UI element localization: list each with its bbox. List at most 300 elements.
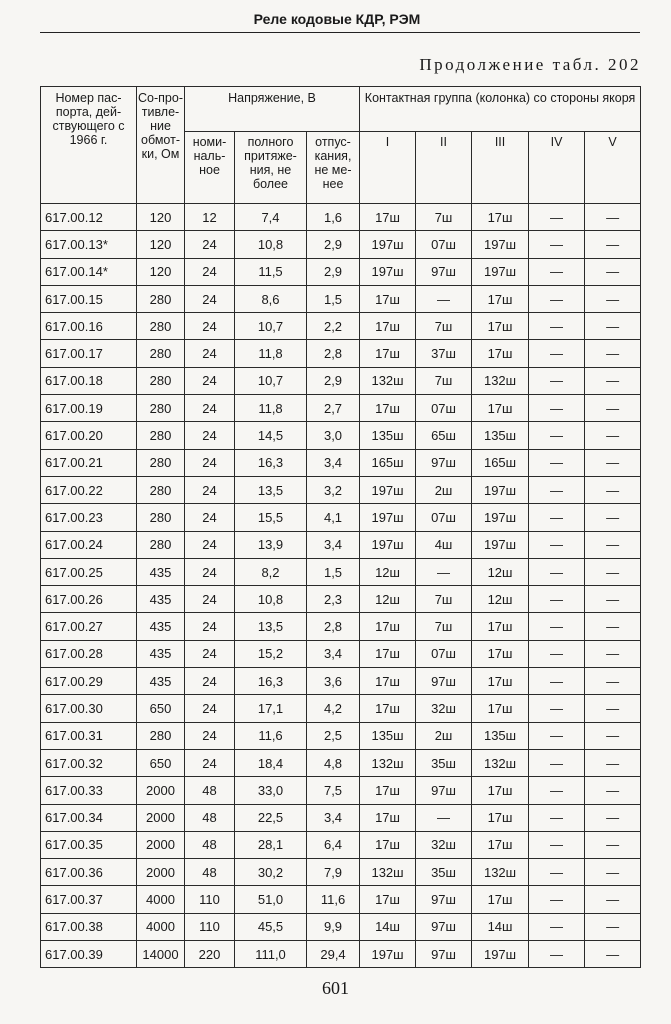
cell-voltage-nominal: 24 bbox=[185, 531, 235, 558]
cell-contact-IV: — bbox=[529, 531, 585, 558]
cell-contact-IV: — bbox=[529, 476, 585, 503]
cell-passport: 617.00.12 bbox=[41, 204, 137, 231]
cell-passport: 617.00.31 bbox=[41, 722, 137, 749]
cell-resistance: 120 bbox=[137, 258, 185, 285]
cell-passport: 617.00.24 bbox=[41, 531, 137, 558]
cell-voltage-full: 17,1 bbox=[235, 695, 307, 722]
cell-contact-I: 17ш bbox=[360, 695, 416, 722]
cell-contact-I: 132ш bbox=[360, 749, 416, 776]
cell-contact-II: 32ш bbox=[416, 831, 472, 858]
cell-voltage-release: 4,2 bbox=[307, 695, 360, 722]
cell-contact-V: — bbox=[585, 313, 641, 340]
cell-voltage-full: 10,8 bbox=[235, 231, 307, 258]
table-row bbox=[41, 340, 641, 367]
cell-contact-V: — bbox=[585, 531, 641, 558]
cell-contact-III: 17ш bbox=[472, 340, 529, 367]
cell-contact-V: — bbox=[585, 258, 641, 285]
cell-passport: 617.00.13* bbox=[41, 231, 137, 258]
cell-contact-II: 35ш bbox=[416, 749, 472, 776]
cell-contact-IV: — bbox=[529, 722, 585, 749]
table-row bbox=[41, 613, 641, 640]
cell-voltage-full: 13,5 bbox=[235, 613, 307, 640]
cell-passport: 617.00.30 bbox=[41, 695, 137, 722]
cell-passport: 617.00.29 bbox=[41, 668, 137, 695]
cell-contact-I: 17ш bbox=[360, 777, 416, 804]
cell-contact-II: 97ш bbox=[416, 449, 472, 476]
cell-voltage-nominal: 48 bbox=[185, 831, 235, 858]
table-row bbox=[41, 668, 641, 695]
cell-resistance: 435 bbox=[137, 640, 185, 667]
cell-voltage-full: 11,6 bbox=[235, 722, 307, 749]
cell-contact-V: — bbox=[585, 640, 641, 667]
table-row bbox=[41, 913, 641, 940]
cell-contact-IV: — bbox=[529, 913, 585, 940]
table-row bbox=[41, 804, 641, 831]
cell-contact-II: 37ш bbox=[416, 340, 472, 367]
cell-contact-IV: — bbox=[529, 777, 585, 804]
cell-resistance: 2000 bbox=[137, 831, 185, 858]
cell-contact-IV: — bbox=[529, 886, 585, 913]
cell-contact-III: 165ш bbox=[472, 449, 529, 476]
cell-resistance: 280 bbox=[137, 422, 185, 449]
cell-contact-II: 97ш bbox=[416, 913, 472, 940]
cell-contact-V: — bbox=[585, 422, 641, 449]
cell-passport: 617.00.21 bbox=[41, 449, 137, 476]
cell-contact-II: — bbox=[416, 285, 472, 312]
cell-resistance: 2000 bbox=[137, 777, 185, 804]
cell-contact-III: 14ш bbox=[472, 913, 529, 940]
cell-contact-V: — bbox=[585, 859, 641, 886]
cell-voltage-full: 13,5 bbox=[235, 476, 307, 503]
cell-voltage-release: 3,4 bbox=[307, 640, 360, 667]
cell-contact-V: — bbox=[585, 449, 641, 476]
table-row bbox=[41, 204, 641, 231]
table-continuation-caption: Продолжение табл. 202 bbox=[419, 55, 641, 74]
cell-contact-I: 17ш bbox=[360, 285, 416, 312]
cell-contact-IV: — bbox=[529, 668, 585, 695]
cell-resistance: 4000 bbox=[137, 886, 185, 913]
cell-voltage-nominal: 110 bbox=[185, 886, 235, 913]
cell-contact-I: 12ш bbox=[360, 586, 416, 613]
table-row bbox=[41, 941, 641, 968]
table-row bbox=[41, 422, 641, 449]
cell-voltage-nominal: 220 bbox=[185, 941, 235, 968]
cell-contact-I: 17ш bbox=[360, 831, 416, 858]
cell-voltage-full: 10,7 bbox=[235, 367, 307, 394]
cell-contact-III: 197ш bbox=[472, 231, 529, 258]
cell-passport: 617.00.36 bbox=[41, 859, 137, 886]
cell-resistance: 435 bbox=[137, 668, 185, 695]
cell-voltage-release: 2,7 bbox=[307, 395, 360, 422]
cell-contact-V: — bbox=[585, 395, 641, 422]
cell-contact-III: 17ш bbox=[472, 613, 529, 640]
table-row bbox=[41, 476, 641, 503]
cell-voltage-nominal: 24 bbox=[185, 395, 235, 422]
cell-resistance: 4000 bbox=[137, 913, 185, 940]
cell-voltage-release: 1,5 bbox=[307, 285, 360, 312]
cell-contact-III: 132ш bbox=[472, 367, 529, 394]
cell-passport: 617.00.19 bbox=[41, 395, 137, 422]
table-row bbox=[41, 504, 641, 531]
cell-voltage-full: 16,3 bbox=[235, 449, 307, 476]
cell-contact-III: 17ш bbox=[472, 777, 529, 804]
cell-contact-IV: — bbox=[529, 367, 585, 394]
cell-passport: 617.00.18 bbox=[41, 367, 137, 394]
cell-contact-III: 17ш bbox=[472, 668, 529, 695]
cell-contact-V: — bbox=[585, 586, 641, 613]
cell-contact-V: — bbox=[585, 367, 641, 394]
cell-passport: 617.00.20 bbox=[41, 422, 137, 449]
cell-voltage-nominal: 48 bbox=[185, 777, 235, 804]
cell-voltage-nominal: 24 bbox=[185, 340, 235, 367]
cell-contact-III: 17ш bbox=[472, 285, 529, 312]
cell-contact-III: 17ш bbox=[472, 804, 529, 831]
cell-contact-I: 12ш bbox=[360, 558, 416, 585]
cell-voltage-nominal: 24 bbox=[185, 313, 235, 340]
cell-contact-II: 97ш bbox=[416, 777, 472, 804]
cell-contact-III: 135ш bbox=[472, 422, 529, 449]
cell-contact-I: 17ш bbox=[360, 313, 416, 340]
cell-contact-II: — bbox=[416, 558, 472, 585]
cell-voltage-nominal: 24 bbox=[185, 558, 235, 585]
table-row bbox=[41, 831, 641, 858]
cell-passport: 617.00.27 bbox=[41, 613, 137, 640]
cell-passport: 617.00.14* bbox=[41, 258, 137, 285]
relay-table bbox=[40, 86, 641, 968]
table-row bbox=[41, 859, 641, 886]
cell-contact-III: 132ш bbox=[472, 859, 529, 886]
cell-voltage-release: 29,4 bbox=[307, 941, 360, 968]
cell-passport: 617.00.17 bbox=[41, 340, 137, 367]
cell-contact-III: 197ш bbox=[472, 504, 529, 531]
header-contact-II: II bbox=[416, 132, 472, 204]
table-row bbox=[41, 886, 641, 913]
cell-passport: 617.00.33 bbox=[41, 777, 137, 804]
cell-contact-III: 132ш bbox=[472, 749, 529, 776]
table-row bbox=[41, 558, 641, 585]
cell-voltage-release: 3,4 bbox=[307, 804, 360, 831]
cell-voltage-full: 22,5 bbox=[235, 804, 307, 831]
cell-voltage-full: 15,5 bbox=[235, 504, 307, 531]
cell-contact-IV: — bbox=[529, 422, 585, 449]
cell-resistance: 280 bbox=[137, 476, 185, 503]
page-number: 601 bbox=[322, 978, 349, 998]
cell-contact-I: 132ш bbox=[360, 367, 416, 394]
cell-voltage-nominal: 12 bbox=[185, 204, 235, 231]
cell-contact-III: 17ш bbox=[472, 640, 529, 667]
cell-contact-I: 197ш bbox=[360, 531, 416, 558]
cell-passport: 617.00.26 bbox=[41, 586, 137, 613]
cell-contact-II: 7ш bbox=[416, 613, 472, 640]
cell-contact-I: 17ш bbox=[360, 640, 416, 667]
cell-resistance: 120 bbox=[137, 231, 185, 258]
cell-voltage-full: 15,2 bbox=[235, 640, 307, 667]
cell-contact-I: 197ш bbox=[360, 941, 416, 968]
cell-contact-IV: — bbox=[529, 558, 585, 585]
cell-voltage-release: 2,9 bbox=[307, 231, 360, 258]
cell-voltage-nominal: 24 bbox=[185, 749, 235, 776]
cell-contact-II: 07ш bbox=[416, 640, 472, 667]
cell-contact-IV: — bbox=[529, 340, 585, 367]
cell-voltage-release: 3,2 bbox=[307, 476, 360, 503]
header-contact-V: V bbox=[585, 132, 641, 204]
cell-voltage-full: 28,1 bbox=[235, 831, 307, 858]
cell-contact-V: — bbox=[585, 777, 641, 804]
cell-passport: 617.00.23 bbox=[41, 504, 137, 531]
cell-contact-II: 2ш bbox=[416, 476, 472, 503]
cell-voltage-nominal: 24 bbox=[185, 367, 235, 394]
cell-voltage-full: 111,0 bbox=[235, 941, 307, 968]
cell-contact-IV: — bbox=[529, 204, 585, 231]
cell-contact-III: 197ш bbox=[472, 531, 529, 558]
cell-resistance: 435 bbox=[137, 613, 185, 640]
cell-passport: 617.00.37 bbox=[41, 886, 137, 913]
cell-contact-V: — bbox=[585, 913, 641, 940]
table-row bbox=[41, 749, 641, 776]
header-voltage-group: Напряжение, В bbox=[185, 87, 360, 132]
cell-voltage-release: 3,4 bbox=[307, 449, 360, 476]
cell-contact-II: 07ш bbox=[416, 395, 472, 422]
cell-voltage-full: 16,3 bbox=[235, 668, 307, 695]
cell-voltage-nominal: 24 bbox=[185, 422, 235, 449]
cell-contact-V: — bbox=[585, 804, 641, 831]
table-body bbox=[41, 204, 641, 968]
cell-voltage-full: 13,9 bbox=[235, 531, 307, 558]
cell-voltage-release: 4,1 bbox=[307, 504, 360, 531]
cell-contact-I: 17ш bbox=[360, 340, 416, 367]
cell-voltage-release: 2,8 bbox=[307, 340, 360, 367]
cell-contact-III: 17ш bbox=[472, 695, 529, 722]
cell-contact-III: 135ш bbox=[472, 722, 529, 749]
cell-contact-IV: — bbox=[529, 504, 585, 531]
cell-contact-V: — bbox=[585, 722, 641, 749]
cell-contact-II: 97ш bbox=[416, 258, 472, 285]
table-row bbox=[41, 531, 641, 558]
cell-resistance: 650 bbox=[137, 695, 185, 722]
cell-passport: 617.00.25 bbox=[41, 558, 137, 585]
cell-resistance: 120 bbox=[137, 204, 185, 231]
header-voltage-full: полного притяже-ния, не более bbox=[235, 132, 307, 204]
cell-voltage-nominal: 110 bbox=[185, 913, 235, 940]
cell-passport: 617.00.22 bbox=[41, 476, 137, 503]
cell-contact-II: 97ш bbox=[416, 886, 472, 913]
cell-contact-I: 197ш bbox=[360, 231, 416, 258]
cell-contact-III: 12ш bbox=[472, 586, 529, 613]
running-head: Реле кодовые КДР, РЭМ bbox=[253, 11, 421, 27]
cell-contact-I: 17ш bbox=[360, 613, 416, 640]
cell-contact-V: — bbox=[585, 695, 641, 722]
cell-voltage-release: 1,6 bbox=[307, 204, 360, 231]
cell-resistance: 280 bbox=[137, 722, 185, 749]
header-rule bbox=[40, 32, 640, 33]
cell-contact-V: — bbox=[585, 668, 641, 695]
cell-voltage-nominal: 24 bbox=[185, 722, 235, 749]
cell-voltage-full: 45,5 bbox=[235, 913, 307, 940]
cell-contact-V: — bbox=[585, 831, 641, 858]
cell-contact-IV: — bbox=[529, 749, 585, 776]
cell-resistance: 280 bbox=[137, 367, 185, 394]
cell-passport: 617.00.15 bbox=[41, 285, 137, 312]
cell-voltage-full: 10,8 bbox=[235, 586, 307, 613]
cell-voltage-nominal: 24 bbox=[185, 476, 235, 503]
cell-voltage-nominal: 24 bbox=[185, 504, 235, 531]
cell-voltage-nominal: 24 bbox=[185, 613, 235, 640]
cell-voltage-nominal: 24 bbox=[185, 695, 235, 722]
cell-voltage-nominal: 48 bbox=[185, 804, 235, 831]
cell-voltage-full: 7,4 bbox=[235, 204, 307, 231]
cell-voltage-release: 7,5 bbox=[307, 777, 360, 804]
cell-passport: 617.00.32 bbox=[41, 749, 137, 776]
cell-resistance: 280 bbox=[137, 504, 185, 531]
cell-contact-III: 197ш bbox=[472, 258, 529, 285]
cell-resistance: 280 bbox=[137, 340, 185, 367]
cell-contact-IV: — bbox=[529, 831, 585, 858]
table-row bbox=[41, 285, 641, 312]
cell-contact-II: 4ш bbox=[416, 531, 472, 558]
cell-voltage-full: 51,0 bbox=[235, 886, 307, 913]
cell-voltage-nominal: 24 bbox=[185, 586, 235, 613]
cell-contact-II: 32ш bbox=[416, 695, 472, 722]
cell-contact-I: 17ш bbox=[360, 668, 416, 695]
cell-voltage-nominal: 24 bbox=[185, 285, 235, 312]
table-row bbox=[41, 449, 641, 476]
cell-voltage-release: 6,4 bbox=[307, 831, 360, 858]
cell-passport: 617.00.35 bbox=[41, 831, 137, 858]
cell-passport: 617.00.34 bbox=[41, 804, 137, 831]
header-contact-I: I bbox=[360, 132, 416, 204]
header-voltage-nominal: номи-наль-ное bbox=[185, 132, 235, 204]
cell-voltage-nominal: 24 bbox=[185, 668, 235, 695]
cell-contact-I: 197ш bbox=[360, 504, 416, 531]
table-row bbox=[41, 777, 641, 804]
cell-voltage-release: 9,9 bbox=[307, 913, 360, 940]
cell-contact-I: 132ш bbox=[360, 859, 416, 886]
cell-contact-III: 197ш bbox=[472, 941, 529, 968]
cell-contact-V: — bbox=[585, 941, 641, 968]
cell-contact-II: 97ш bbox=[416, 941, 472, 968]
cell-resistance: 280 bbox=[137, 449, 185, 476]
cell-contact-II: 7ш bbox=[416, 313, 472, 340]
cell-contact-II: 7ш bbox=[416, 367, 472, 394]
cell-resistance: 14000 bbox=[137, 941, 185, 968]
cell-contact-V: — bbox=[585, 749, 641, 776]
cell-voltage-release: 3,0 bbox=[307, 422, 360, 449]
cell-contact-IV: — bbox=[529, 613, 585, 640]
cell-contact-II: 35ш bbox=[416, 859, 472, 886]
table-row bbox=[41, 313, 641, 340]
cell-resistance: 2000 bbox=[137, 804, 185, 831]
cell-voltage-release: 3,4 bbox=[307, 531, 360, 558]
cell-resistance: 435 bbox=[137, 558, 185, 585]
cell-contact-V: — bbox=[585, 504, 641, 531]
cell-contact-II: 7ш bbox=[416, 586, 472, 613]
cell-resistance: 2000 bbox=[137, 859, 185, 886]
cell-contact-III: 17ш bbox=[472, 395, 529, 422]
cell-contact-I: 197ш bbox=[360, 476, 416, 503]
cell-voltage-full: 33,0 bbox=[235, 777, 307, 804]
cell-voltage-full: 18,4 bbox=[235, 749, 307, 776]
cell-resistance: 650 bbox=[137, 749, 185, 776]
cell-contact-V: — bbox=[585, 285, 641, 312]
cell-contact-I: 165ш bbox=[360, 449, 416, 476]
cell-voltage-nominal: 24 bbox=[185, 231, 235, 258]
cell-contact-III: 17ш bbox=[472, 831, 529, 858]
cell-voltage-release: 2,8 bbox=[307, 613, 360, 640]
cell-passport: 617.00.38 bbox=[41, 913, 137, 940]
cell-voltage-release: 2,3 bbox=[307, 586, 360, 613]
cell-resistance: 280 bbox=[137, 395, 185, 422]
cell-contact-I: 14ш bbox=[360, 913, 416, 940]
cell-contact-IV: — bbox=[529, 285, 585, 312]
table-row bbox=[41, 231, 641, 258]
cell-contact-IV: — bbox=[529, 258, 585, 285]
header-voltage-release: отпус-кания, не ме-нее bbox=[307, 132, 360, 204]
cell-contact-II: 2ш bbox=[416, 722, 472, 749]
cell-contact-III: 197ш bbox=[472, 476, 529, 503]
cell-contact-V: — bbox=[585, 558, 641, 585]
cell-contact-IV: — bbox=[529, 640, 585, 667]
cell-resistance: 280 bbox=[137, 285, 185, 312]
cell-contact-II: 07ш bbox=[416, 231, 472, 258]
cell-contact-III: 17ш bbox=[472, 204, 529, 231]
cell-voltage-full: 30,2 bbox=[235, 859, 307, 886]
cell-contact-II: 07ш bbox=[416, 504, 472, 531]
table-row bbox=[41, 395, 641, 422]
table-row bbox=[41, 640, 641, 667]
header-contact-IV: IV bbox=[529, 132, 585, 204]
cell-contact-II: 65ш bbox=[416, 422, 472, 449]
cell-contact-V: — bbox=[585, 613, 641, 640]
header-passport: Номер пас-порта, дей-ствующего с 1966 г. bbox=[41, 87, 137, 204]
cell-contact-IV: — bbox=[529, 804, 585, 831]
cell-voltage-full: 14,5 bbox=[235, 422, 307, 449]
cell-passport: 617.00.28 bbox=[41, 640, 137, 667]
header-resistance: Со-про-тивле-ние обмот-ки, Ом bbox=[137, 87, 185, 204]
cell-contact-I: 135ш bbox=[360, 722, 416, 749]
cell-contact-II: 97ш bbox=[416, 668, 472, 695]
cell-voltage-full: 11,8 bbox=[235, 395, 307, 422]
cell-voltage-release: 1,5 bbox=[307, 558, 360, 585]
cell-voltage-full: 8,2 bbox=[235, 558, 307, 585]
cell-voltage-nominal: 24 bbox=[185, 258, 235, 285]
cell-contact-V: — bbox=[585, 340, 641, 367]
header-contact-group: Контактная группа (колонка) со стороны якоря bbox=[360, 87, 641, 132]
cell-voltage-release: 2,9 bbox=[307, 367, 360, 394]
cell-voltage-full: 8,6 bbox=[235, 285, 307, 312]
cell-contact-II: — bbox=[416, 804, 472, 831]
cell-voltage-nominal: 24 bbox=[185, 640, 235, 667]
cell-voltage-release: 4,8 bbox=[307, 749, 360, 776]
cell-voltage-release: 2,2 bbox=[307, 313, 360, 340]
cell-voltage-release: 7,9 bbox=[307, 859, 360, 886]
cell-contact-II: 7ш bbox=[416, 204, 472, 231]
cell-contact-V: — bbox=[585, 204, 641, 231]
cell-voltage-full: 11,5 bbox=[235, 258, 307, 285]
cell-resistance: 280 bbox=[137, 313, 185, 340]
cell-resistance: 435 bbox=[137, 586, 185, 613]
cell-passport: 617.00.39 bbox=[41, 941, 137, 968]
cell-contact-IV: — bbox=[529, 313, 585, 340]
cell-contact-III: 17ш bbox=[472, 886, 529, 913]
table-row bbox=[41, 586, 641, 613]
table-row bbox=[41, 722, 641, 749]
cell-contact-V: — bbox=[585, 476, 641, 503]
cell-voltage-release: 2,9 bbox=[307, 258, 360, 285]
cell-voltage-full: 10,7 bbox=[235, 313, 307, 340]
cell-resistance: 280 bbox=[137, 531, 185, 558]
cell-contact-IV: — bbox=[529, 231, 585, 258]
header-contact-III: III bbox=[472, 132, 529, 204]
